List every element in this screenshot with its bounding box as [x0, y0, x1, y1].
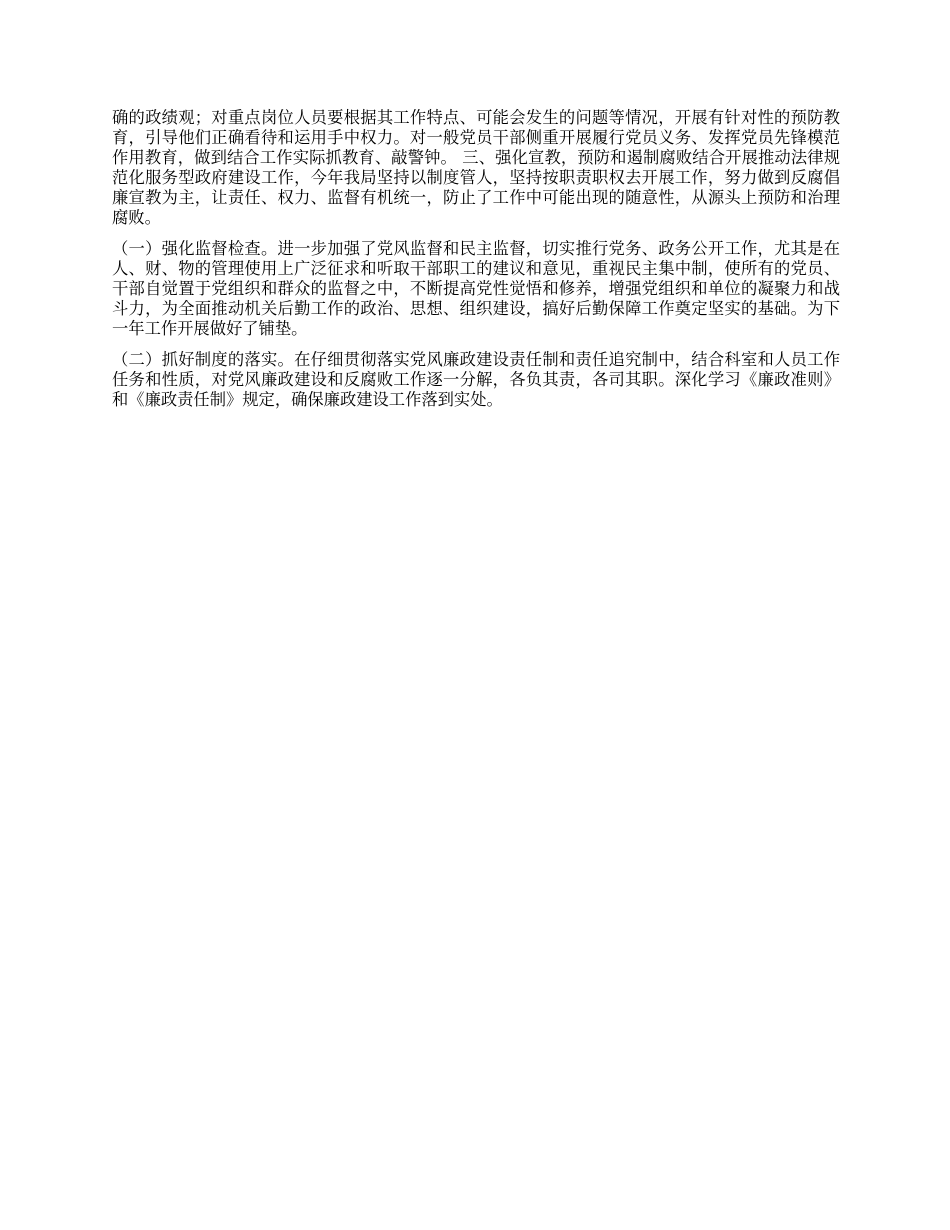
paragraph-1: 确的政绩观；对重点岗位人员要根据其工作特点、可能会发生的问题等情况，开展有针对性的预防教育，引导他们正确看待和运用手中权力。对一般党员干部侧重开展履行党员义务、发挥党员先锋模范作用教育，做到结合工作实际抓教育、敲警钟。 三、强化宣教，预防和遏制腐败结合开展推动法律规范化服务型政府建设工作，今年我局坚持以制度管人，坚持按职责职权去开展工作，努力做到反腐倡廉宣教为主，让责任、权力、监督有机统一，防止了工作中可能出现的随意性，从源头上预防和治理腐败。 — [112, 108, 840, 227]
paragraph-2: （一）强化监督检查。进一步加强了党风监督和民主监督，切实推行党务、政务公开工作，尤其是在人、财、物的管理使用上广泛征求和听取干部职工的建议和意见，重视民主集中制，使所有的党员、干部自觉置于党组织和群众的监督之中，不断提高党性觉悟和修养，增强党组织和单位的凝聚力和战斗力，为全面推动机关后勤工作的政治、思想、组织建设，搞好后勤保障工作奠定坚实的基础。为下一年工作开展做好了铺垫。 — [112, 239, 840, 338]
paragraph-3: （二）抓好制度的落实。在仔细贯彻落实党风廉政建设责任制和责任追究制中，结合科室和人员工作任务和性质，对党风廉政建设和反腐败工作逐一分解，各负其责，各司其职。深化学习《廉政准则》和《廉政责任制》规定，确保廉政建设工作落到实处。 — [112, 350, 840, 409]
document-body — [112, 108, 840, 421]
